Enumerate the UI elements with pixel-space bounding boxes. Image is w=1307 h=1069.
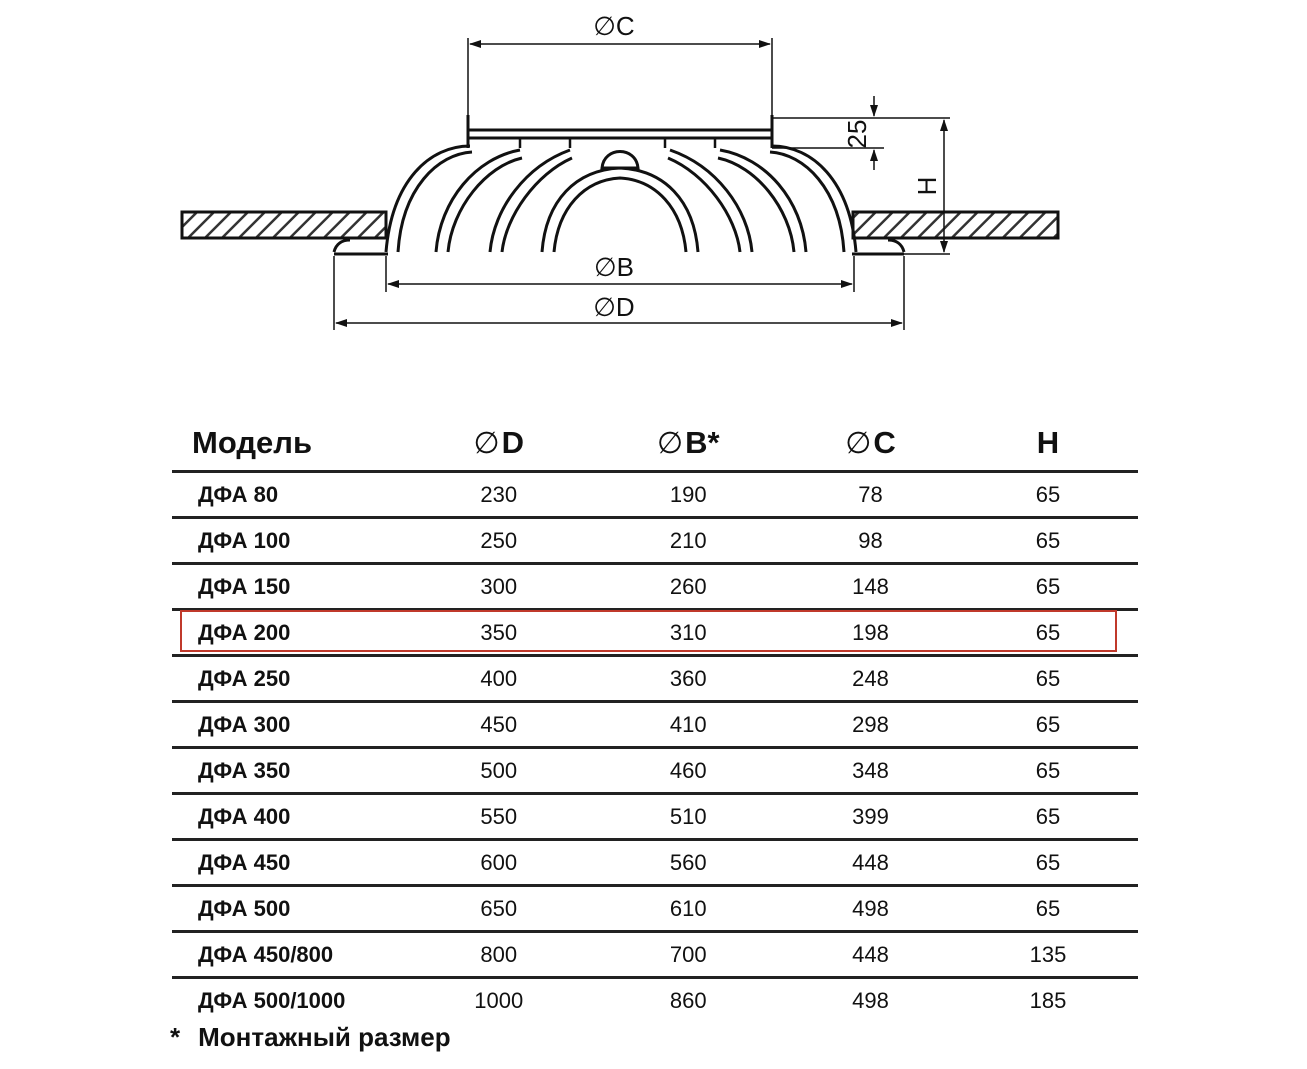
cell-model: ДФА 450/800 <box>172 932 404 978</box>
cell-model: ДФА 80 <box>172 472 404 518</box>
cell-b: 510 <box>593 794 783 840</box>
header-d <box>404 416 593 472</box>
cell-c: 448 <box>783 840 958 886</box>
cell-d: 800 <box>404 932 593 978</box>
table-row <box>172 886 1138 932</box>
cell-c: 148 <box>783 564 958 610</box>
cell-b: 610 <box>593 886 783 932</box>
cell-d: 230 <box>404 472 593 518</box>
cell-model: ДФА 400 <box>172 794 404 840</box>
cell-b: 190 <box>593 472 783 518</box>
footnote-marker: * <box>170 1022 181 1052</box>
diameter-icon: ∅ <box>473 427 500 460</box>
cell-h: 185 <box>1029 987 1067 1013</box>
cell-c: 298 <box>783 702 958 748</box>
cell-c: 78 <box>783 472 958 518</box>
cell-h: 65 <box>958 518 1138 564</box>
cell-h: 65 <box>958 610 1138 656</box>
cell-b: 560 <box>593 840 783 886</box>
dimension-25-label: 25 <box>842 119 872 149</box>
cell-b: 410 <box>593 702 783 748</box>
cell-h: 65 <box>958 840 1138 886</box>
cell-d: 1000 <box>474 987 524 1013</box>
cell-model: ДФА 450 <box>172 840 404 886</box>
cell-d: 650 <box>404 886 593 932</box>
cell-model: ДФА 300 <box>172 702 404 748</box>
table-row <box>172 564 1138 610</box>
cell-d: 350 <box>404 610 593 656</box>
cell-h: 135 <box>958 932 1138 978</box>
cell-b: 460 <box>593 748 783 794</box>
specs-table <box>172 416 1138 1022</box>
header-c-label: C <box>873 425 896 460</box>
dimension-c-label: ∅C <box>593 11 635 41</box>
table-row-highlighted <box>172 610 1138 656</box>
cell-c: 198 <box>783 610 958 656</box>
cell-c: 498 <box>783 886 958 932</box>
cell-b: 310 <box>593 610 783 656</box>
cell-d: 450 <box>404 702 593 748</box>
cell-b: 700 <box>593 932 783 978</box>
table-row <box>172 748 1138 794</box>
cell-b: 260 <box>593 564 783 610</box>
table-row <box>172 472 1138 518</box>
table-row <box>172 840 1138 886</box>
cell-d: 400 <box>404 656 593 702</box>
cell-h: 65 <box>958 472 1138 518</box>
cell-h: 65 <box>958 564 1138 610</box>
collar-plate <box>468 115 772 148</box>
table-header-row <box>172 416 1138 472</box>
cell-b: 860 <box>669 987 707 1013</box>
header-d-label: D <box>501 425 525 460</box>
cell-h: 65 <box>958 748 1138 794</box>
cell-d: 550 <box>404 794 593 840</box>
header-b <box>593 416 783 472</box>
cell-model: ДФА 500/1000 <box>198 987 346 1013</box>
cell-b: 210 <box>593 518 783 564</box>
dimension-25 <box>772 96 950 170</box>
cell-h: 65 <box>958 656 1138 702</box>
table-row <box>172 518 1138 564</box>
cell-h: 65 <box>958 886 1138 932</box>
cell-model: ДФА 100 <box>172 518 404 564</box>
cell-d: 600 <box>404 840 593 886</box>
cell-h: 65 <box>958 794 1138 840</box>
cell-h: 65 <box>958 702 1138 748</box>
cell-c: 448 <box>783 932 958 978</box>
cell-model: ДФА 200 <box>172 610 404 656</box>
cell-d: 500 <box>404 748 593 794</box>
header-c <box>783 416 958 472</box>
footnote-text: Монтажный размер <box>198 1022 451 1052</box>
cell-model: ДФА 150 <box>172 564 404 610</box>
header-b-label: B* <box>685 425 720 460</box>
ceiling-slab-left <box>182 212 386 238</box>
ceiling-slab-right <box>853 212 1058 238</box>
cell-d: 250 <box>404 518 593 564</box>
header-model: Модель <box>172 416 404 472</box>
cell-c: 348 <box>783 748 958 794</box>
diameter-icon: ∅ <box>845 427 872 460</box>
dimension-c <box>468 11 772 118</box>
cell-c: 399 <box>783 794 958 840</box>
diameter-icon: ∅ <box>656 427 684 460</box>
center-cap <box>602 152 638 169</box>
table-row <box>172 656 1138 702</box>
cell-b: 360 <box>593 656 783 702</box>
cell-model: ДФА 350 <box>172 748 404 794</box>
cell-c: 248 <box>783 656 958 702</box>
dimension-b-label: ∅B <box>594 252 634 282</box>
header-h: H <box>958 416 1138 472</box>
dimension-h-label: H <box>912 176 942 196</box>
diffuser-drawing <box>0 0 1307 360</box>
dimension-d-label: ∅D <box>593 292 635 322</box>
table-row <box>172 794 1138 840</box>
cell-c: 498 <box>852 987 889 1013</box>
cell-model: ДФА 500 <box>172 886 404 932</box>
table-row <box>172 702 1138 748</box>
dimension-b <box>386 252 854 292</box>
cell-c: 98 <box>783 518 958 564</box>
table-row <box>172 932 1138 978</box>
cell-d: 300 <box>404 564 593 610</box>
footnote <box>170 1022 451 1053</box>
cell-model: ДФА 250 <box>172 656 404 702</box>
table-row <box>172 978 1138 1023</box>
